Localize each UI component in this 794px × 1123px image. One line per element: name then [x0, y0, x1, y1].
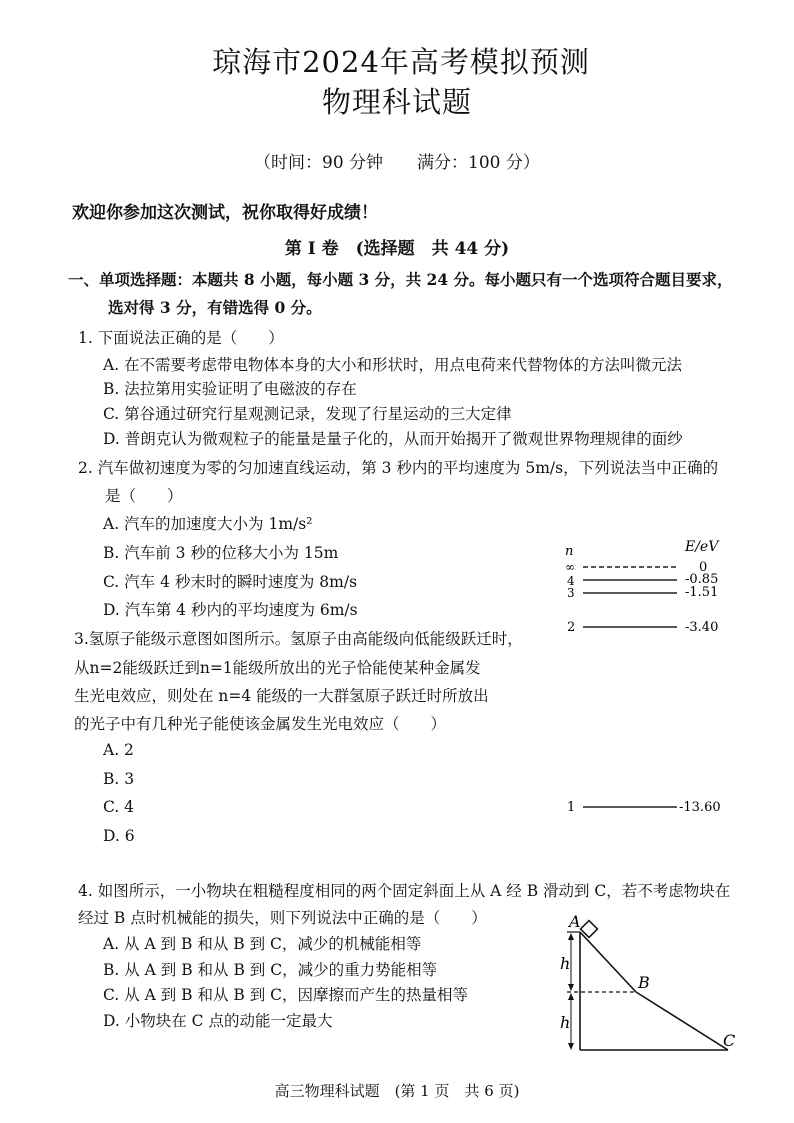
q1-stem: 1. 下面说法正确的是（ ）	[78, 329, 284, 347]
part1-heading: 第 I 卷 (选择题 共 44 分)	[284, 239, 510, 259]
q4-stem-line2: 经过 B 点时机械能的损失，则下列说法中正确的是（ ）	[78, 909, 487, 927]
q1-option-a: A. 在不需要考虑带电物体本身的大小和形状时，用点电荷来代替物体的方法叫微元法	[103, 356, 683, 374]
q3-option-a: A. 2	[103, 741, 134, 759]
h2-arrow-top	[568, 993, 574, 1000]
q1-option-d: D. 普朗克认为微观粒子的能量是量子化的，从而开始揭开了微观世界物理规律的面纱	[103, 430, 683, 448]
q2-option-b: B. 汽车前 3 秒的位移大小为 15m	[103, 544, 339, 562]
q3-stem-line4: 的光子中有几种光子能使该金属发生光电效应（ ）	[74, 715, 447, 733]
q4-stem-line1: 4. 如图所示，一小物块在粗糙程度相同的两个固定斜面上从 A 经 B 滑动到 C，若不考虑物块在	[78, 882, 731, 900]
q3-stem-line3: 生光电效应，则处在 n=4 能级的一大群氢原子跃迁时所放出	[74, 687, 489, 705]
h1-arrow-top	[568, 933, 574, 940]
label-h-lower: h	[560, 1013, 571, 1032]
label-b: B	[638, 973, 650, 992]
level-4-energy: -0.85	[685, 572, 719, 587]
q4-option-d: D. 小物块在 C 点的动能一定最大	[103, 1012, 333, 1030]
q3-option-c: C. 4	[103, 798, 135, 816]
q3-stem-line1: 3.氢原子能级示意图如图所示。氢原子由高能级向低能级跃迁时，	[74, 630, 523, 648]
q2-stem-line1: 2. 汽车做初速度为零的匀加速直线运动，第 3 秒内的平均速度为 5m/s，下列说法当中正确的	[78, 459, 719, 477]
exam-subtitle: 物理科试题	[321, 85, 472, 119]
level-inf-n: ∞	[565, 560, 575, 574]
level-3-n: 3	[567, 586, 575, 600]
h2-arrow-bottom	[568, 1043, 574, 1050]
exam-title: 琼海市2024年高考模拟预测	[212, 45, 590, 79]
incline-bc	[636, 992, 728, 1050]
h1-arrow-bottom	[568, 984, 574, 991]
level-2-n: 2	[567, 620, 576, 635]
section1-instruction-line2: 选对得 3 分，有错选得 0 分。	[108, 298, 322, 317]
level-1-energy: -13.60	[679, 800, 721, 815]
section1-instruction-line1: 一、单项选择题：本题共 8 小题，每小题 3 分，共 24 分。每小题只有一个选项符合题目要求，	[68, 270, 733, 289]
level-4-n: 4	[567, 574, 575, 588]
level-1-n: 1	[567, 800, 576, 815]
q2-option-d: D. 汽车第 4 秒内的平均速度为 6m/s	[103, 601, 358, 619]
label-c: C	[723, 1031, 736, 1050]
incline-ab	[580, 932, 636, 992]
n-axis-label: n	[565, 544, 574, 559]
time-score-info: （时间：90 分钟 满分：100 分）	[254, 153, 540, 173]
level-inf-energy: 0	[699, 560, 708, 575]
q1-option-b: B. 法拉第用实验证明了电磁波的存在	[103, 380, 357, 398]
incline-diagram	[545, 905, 750, 1060]
q3-option-d: D. 6	[103, 827, 135, 845]
q1-option-c: C. 第谷通过研究行星观测记录，发现了行星运动的三大定律	[103, 405, 512, 423]
label-h-upper: h	[560, 954, 571, 973]
level-3-energy: -1.51	[685, 585, 719, 600]
q2-stem-line2: 是（ ）	[105, 487, 183, 505]
energy-level-diagram	[555, 535, 755, 820]
q4-option-c: C. 从 A 到 B 和从 B 到 C，因摩擦而产生的热量相等	[103, 986, 468, 1004]
q4-option-b: B. 从 A 到 B 和从 B 到 C，减少的重力势能相等	[103, 961, 438, 979]
label-a: A	[569, 912, 581, 931]
page-footer: 高三物理科试题 (第 1 页 共 6 页)	[274, 1082, 520, 1100]
q4-option-a: A. 从 A 到 B 和从 B 到 C，减少的机械能相等	[103, 935, 422, 953]
q2-option-a: A. 汽车的加速度大小为 1m/s²	[103, 515, 313, 533]
welcome-message: 欢迎你参加这次测试，祝你取得好成绩！	[72, 203, 378, 223]
q2-option-c: C. 汽车 4 秒末时的瞬时速度为 8m/s	[103, 573, 358, 591]
level-2-energy: -3.40	[685, 620, 719, 635]
energy-axis-label: E/eV	[685, 539, 719, 555]
q3-stem-line2: 从n=2能级跃迁到n=1能级所放出的光子恰能使某种金属发	[74, 659, 481, 677]
q3-option-b: B. 3	[103, 770, 135, 788]
